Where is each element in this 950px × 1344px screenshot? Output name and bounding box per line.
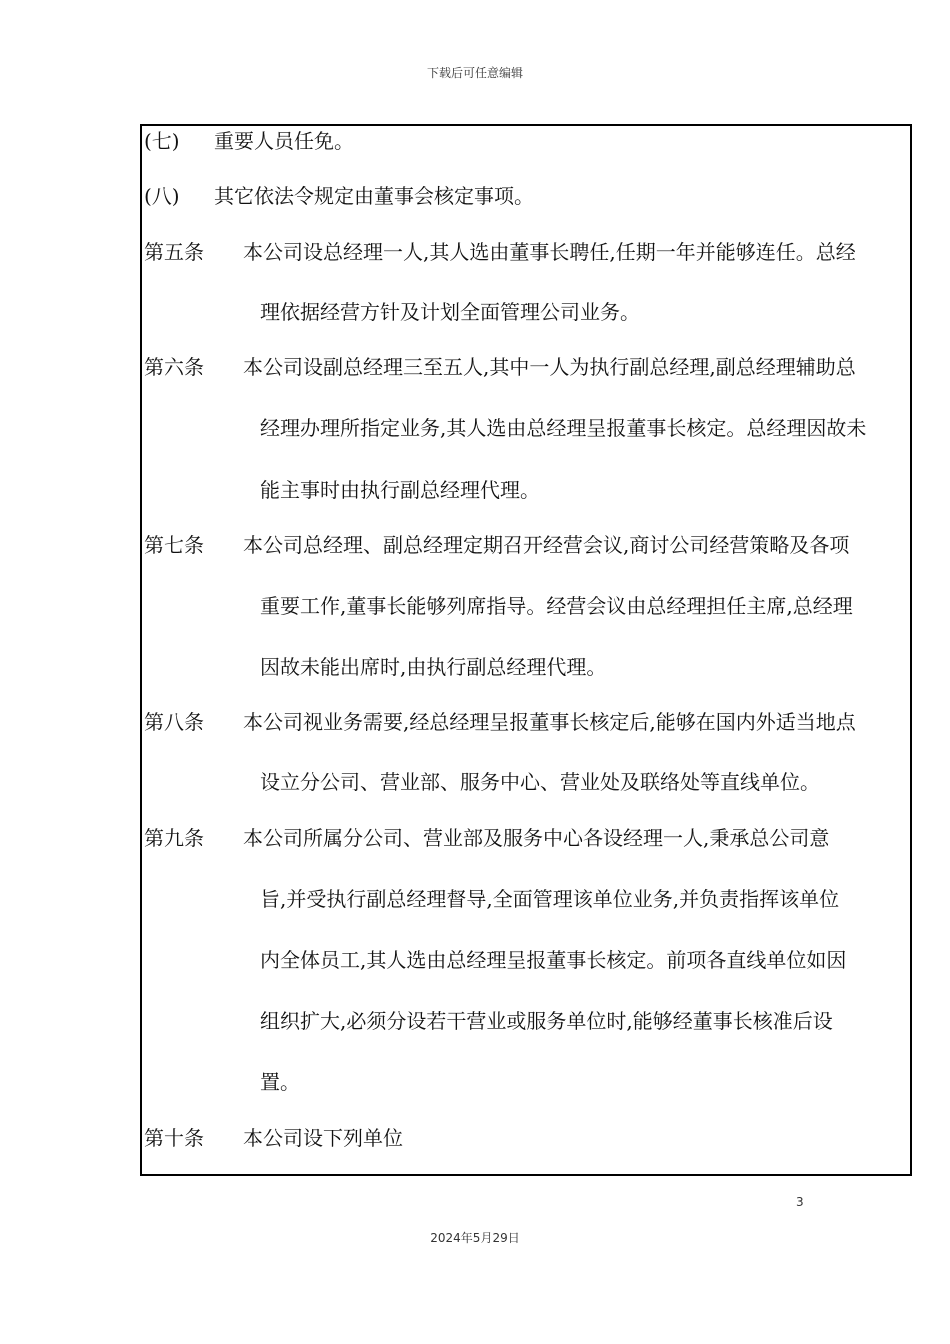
article-line: 因故未能出席时,由执行副总经理代理。 (260, 655, 607, 679)
article-line: 组织扩大,必须分设若干营业或服务单位时,能够经董事长核准后设 (260, 1009, 833, 1033)
item-text: 重要人员任免。 (214, 129, 354, 153)
article-line: 本公司总经理、副总经理定期召开经营会议,商讨公司经营策略及各项 (243, 533, 850, 557)
article-line: 本公司设总经理一人,其人选由董事长聘任,任期一年并能够连任。总经 (243, 240, 856, 264)
article-label: 第八条 (144, 710, 204, 734)
item-label: (八) (144, 184, 180, 208)
article-line: 重要工作,董事长能够列席指导。经营会议由总经理担任主席,总经理 (260, 594, 853, 618)
article-line: 置。 (260, 1070, 300, 1094)
article-line: 能主事时由执行副总经理代理。 (260, 478, 540, 502)
article-line: 理依据经营方针及计划全面管理公司业务。 (260, 300, 640, 324)
article-line: 设立分公司、营业部、服务中心、营业处及联络处等直线单位。 (260, 770, 820, 794)
article-line: 内全体员工,其人选由总经理呈报董事长核定。前项各直线单位如因 (260, 948, 847, 972)
article-label: 第六条 (144, 355, 204, 379)
item-label: (七) (144, 129, 180, 153)
article-label: 第五条 (144, 240, 204, 264)
page-number: 3 (796, 1195, 804, 1209)
article-line: 本公司所属分公司、营业部及服务中心各设经理一人,秉承总公司意 (243, 826, 830, 850)
footer-date: 2024年5月29日 (430, 1231, 520, 1245)
article-line: 本公司视业务需要,经总经理呈报董事长核定后,能够在国内外适当地点 (243, 710, 856, 734)
article-label: 第九条 (144, 826, 204, 850)
article-label: 第十条 (144, 1126, 204, 1150)
article-label: 第七条 (144, 533, 204, 557)
article-line: 旨,并受执行副总经理督导,全面管理该单位业务,并负责指挥该单位 (260, 887, 840, 911)
page-header-note: 下载后可任意编辑 (426, 66, 523, 80)
article-line: 经理办理所指定业务,其人选由总经理呈报董事长核定。总经理因故未 (260, 416, 867, 440)
article-line: 本公司设副总经理三至五人,其中一人为执行副总经理,副总经理辅助总 (243, 355, 856, 379)
article-line: 本公司设下列单位 (243, 1126, 403, 1150)
item-text: 其它依法令规定由董事会核定事项。 (214, 184, 534, 208)
